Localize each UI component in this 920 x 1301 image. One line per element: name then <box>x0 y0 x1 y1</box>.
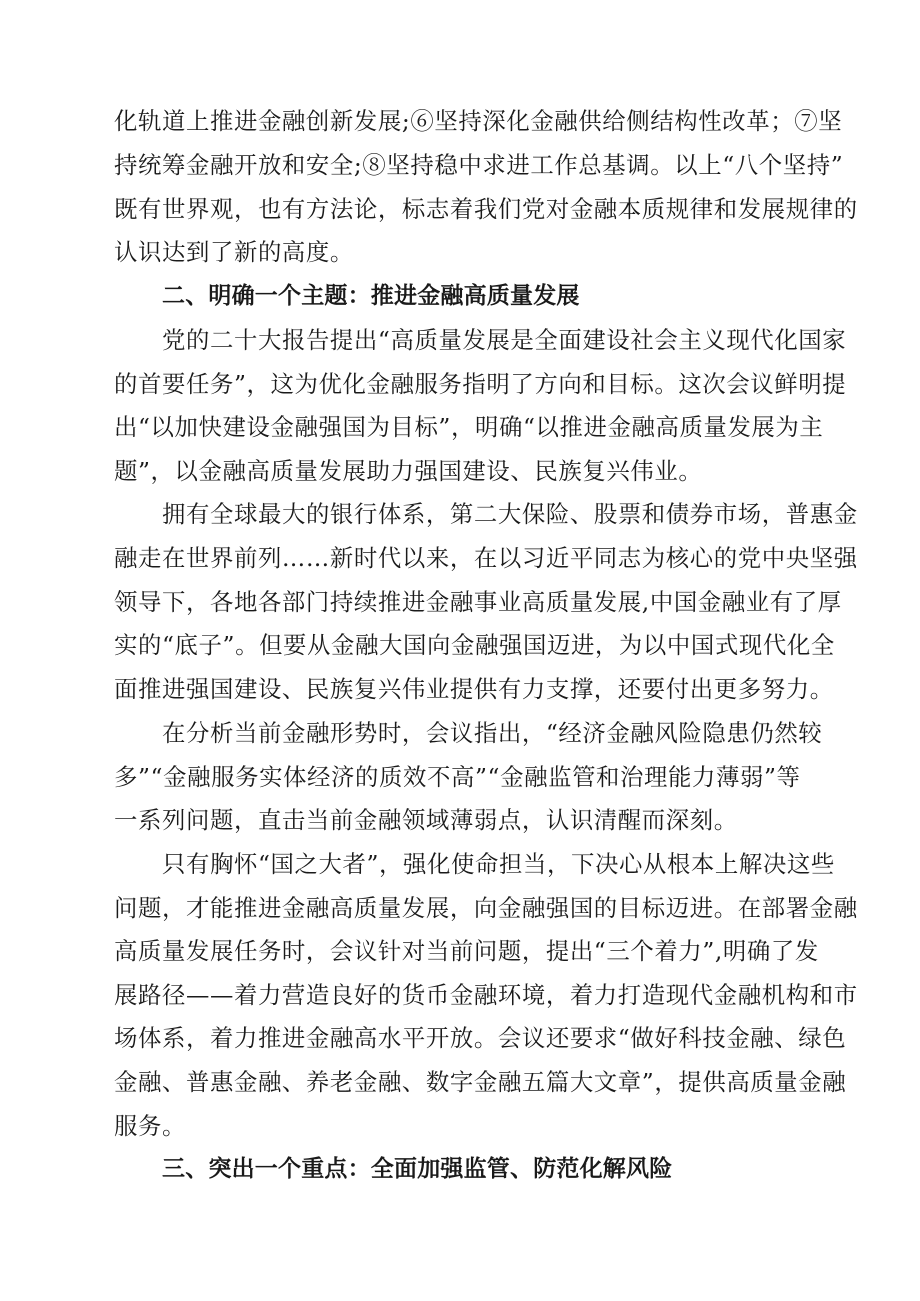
text-line: 只有胸怀“国之大者”，强化使命担当，下决心从根本上解决这些 <box>162 850 835 878</box>
text-line: 既有世界观，也有方法论，标志着我们党对金融本质规律和发展规律的 <box>114 195 858 223</box>
text-line: 高质量发展任务时，会议针对当前问题，提出“三个着力”,明确了发 <box>114 937 819 965</box>
section-heading-2: 二、明确一个主题：推进金融高质量发展 <box>162 283 580 309</box>
text-line: 场体系，着力推进金融高水平开放。会议还要求“做好科技金融、绿色 <box>114 1024 847 1052</box>
text-line: 出“以加快建设金融强国为目标”，明确“以推进金融高质量发展为主 <box>114 413 824 441</box>
text-line: 领导下，各地各部门持续推进金融事业高质量发展,中国金融业有了厚 <box>114 588 842 616</box>
text-line: 的首要任务”，这为优化金融服务指明了方向和目标。这次会议鲜明提 <box>114 370 847 398</box>
text-line: 持统筹金融开放和安全;⑧坚持稳中求进工作总基调。以上“八个坚持” <box>114 151 844 179</box>
text-line: 化轨道上推进金融创新发展;⑥坚持深化金融供给侧结构性改革；⑦坚 <box>114 107 843 135</box>
text-line: 题”，以金融高质量发展助力强国建设、民族复兴伟业。 <box>114 457 703 485</box>
text-line: 实的“底子”。但要从金融大国向金融强国迈进，为以中国式现代化全 <box>114 631 835 659</box>
section-heading-3: 三、突出一个重点：全面加强监管、防范化解风险 <box>162 1156 673 1182</box>
text-line: 在分析当前金融形势时，会议指出，“经济金融风险隐患仍然较 <box>162 719 823 747</box>
text-line: 展路径——着力营造良好的货币金融环境，着力打造现代金融机构和市 <box>114 981 858 1009</box>
text-line: 金融、普惠金融、养老金融、数字金融五篇大文章”，提供高质量金融 <box>114 1068 847 1096</box>
text-line: 党的二十大报告提出“高质量发展是全面建设社会主义现代化国家 <box>162 326 847 354</box>
text-line: 面推进强国建设、民族复兴伟业提供有力支撑，还要付出更多努力。 <box>114 675 834 703</box>
text-line: 多”“金融服务实体经济的质效不高”“金融监管和治理能力薄弱”等 <box>114 763 801 791</box>
text-line: 拥有全球最大的银行体系，第二大保险、股票和债券市场，普惠金 <box>162 500 858 528</box>
text-line: 问题，才能推进金融高质量发展，向金融强国的目标迈进。在部署金融 <box>114 894 858 922</box>
text-line: 认识达到了新的高度。 <box>114 238 354 266</box>
text-line: 一系列问题，直击当前金融领域薄弱点，认识清醒而深刻。 <box>114 806 738 834</box>
text-line: 融走在世界前列……新时代以来，在以习近平同志为核心的党中央坚强 <box>114 544 858 572</box>
text-line: 服务。 <box>114 1112 186 1140</box>
